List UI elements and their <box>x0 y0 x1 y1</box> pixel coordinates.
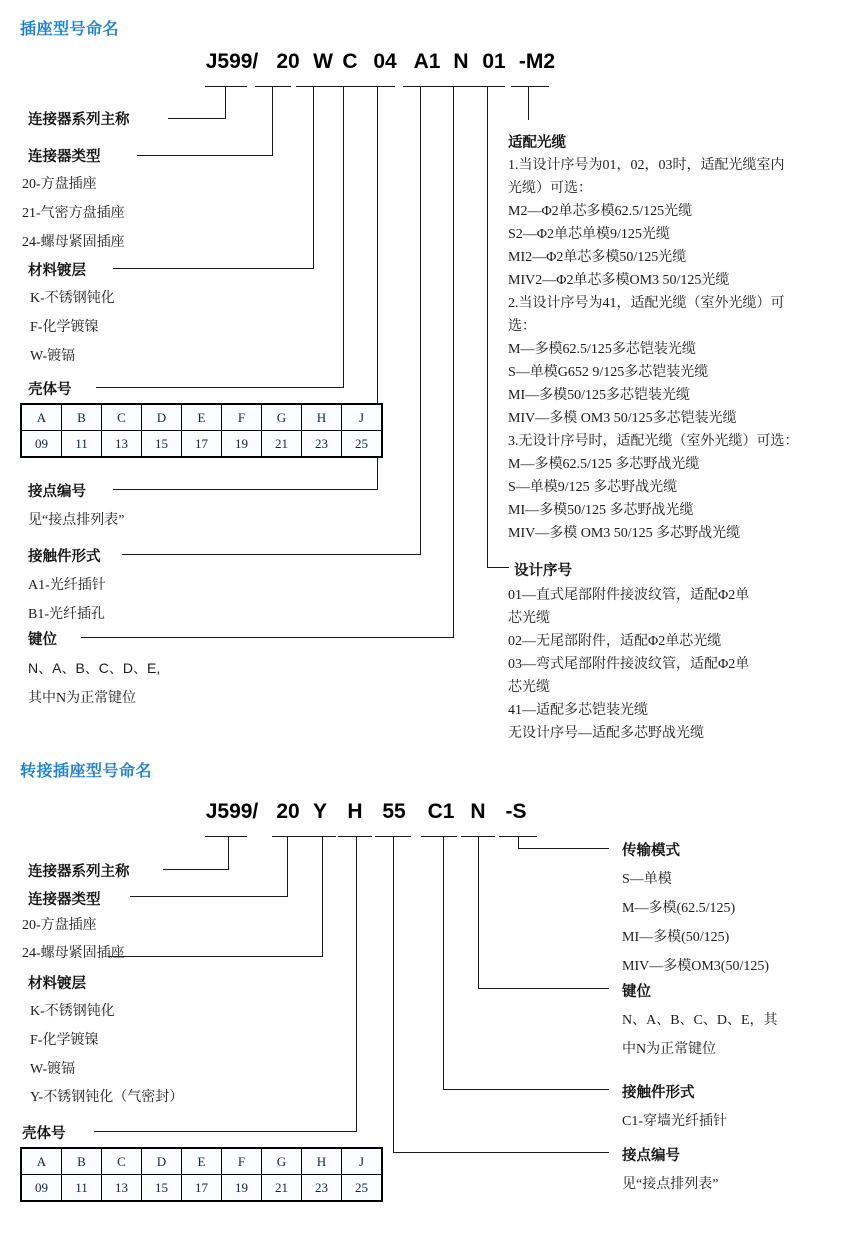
leader-v-cable <box>528 86 529 120</box>
cell-letter: D <box>142 404 182 431</box>
leader2-cap-2 <box>272 836 304 837</box>
item2-mode-3: MIV—多模OM3(50/125) <box>622 959 769 974</box>
leader2-v-contact-form <box>443 836 444 1089</box>
item2-plating-1: F-化学镀镍 <box>30 1033 99 1048</box>
item2-connector-type-1: 24-螺母紧固插座 <box>22 946 125 961</box>
code-segment-key: N <box>453 50 469 73</box>
leader2-h-contact-form <box>443 1089 609 1090</box>
item-plating-0: K-不锈钢钝化 <box>30 291 115 306</box>
item-fiber-2: M2—Φ2单芯多模62.5/125光缆 <box>508 204 693 219</box>
leader-cap-9 <box>511 86 549 87</box>
item-fiber-11: MIV—多模 OM3 50/125多芯铠装光缆 <box>508 411 737 426</box>
shell-number-table-socket <box>20 403 383 458</box>
label2-plating: 材料镀层 <box>28 976 86 992</box>
leader-h-shell <box>96 387 344 388</box>
item-keying-1: 其中N为正常键位 <box>28 691 137 706</box>
cell-number: 13 <box>102 1175 142 1202</box>
leader2-h-shell <box>94 1131 357 1132</box>
item2-mode-1: M—多模(62.5/125) <box>622 901 736 916</box>
code2-segment-contact-no: 55 <box>382 800 406 823</box>
item-fiber-8: M—多模62.5/125多芯铠装光缆 <box>508 342 696 357</box>
cell-number: 19 <box>222 1175 262 1202</box>
item-contact-number-0: 见“接点排列表” <box>28 513 125 528</box>
leader2-h-key <box>478 988 609 989</box>
cell-number: 15 <box>142 431 182 458</box>
code-segment-cable: -M2 <box>518 50 556 73</box>
label2-keying: 键位 <box>622 984 651 1000</box>
table-row-numbers <box>21 1175 382 1202</box>
leader2-v-key <box>478 836 479 988</box>
item2-plating-0: K-不锈钢钝化 <box>30 1004 115 1019</box>
leader-v-key <box>453 86 454 637</box>
code2-segment-type: 20 <box>276 800 300 823</box>
item-contact-form-0: A1-光纤插针 <box>28 578 106 593</box>
cell-letter: C <box>102 1148 142 1175</box>
leader2-h-plating <box>108 956 323 957</box>
cell-number: 09 <box>21 1175 62 1202</box>
item-fiber-5: MIV2—Φ2单芯多模OM3 50/125光缆 <box>508 273 730 288</box>
item-fiber-0: 1.当设计序号为01，02，03时，适配光缆室内 <box>508 158 785 173</box>
table-row-letters <box>21 404 382 431</box>
code-segment-contact-no: 04 <box>373 50 397 73</box>
cell-letter: J <box>342 1148 383 1175</box>
item-fiber-7: 选： <box>508 319 536 334</box>
leader-v-design <box>487 86 488 567</box>
cell-letter: J <box>342 404 383 431</box>
code-segment-plating: W <box>313 50 333 73</box>
leader-h-design <box>487 567 509 568</box>
leader2-h-contact-no <box>393 1152 609 1153</box>
item2-connector-type-0: 20-方盘插座 <box>22 918 97 933</box>
leader-h-type <box>137 155 273 156</box>
item-design-3: 03—弯式尾部附件接波纹管，适配Φ2单 <box>508 657 750 672</box>
cell-number: 17 <box>182 1175 222 1202</box>
cell-letter: D <box>142 1148 182 1175</box>
cell-number: 17 <box>182 431 222 458</box>
cell-letter: C <box>102 404 142 431</box>
leader-v-plating <box>313 86 314 268</box>
item-fiber-3: S2—Φ2单芯单模9/125光缆 <box>508 227 670 242</box>
cell-number: 15 <box>142 1175 182 1202</box>
item-fiber-6: 2.当设计序号为41，适配光缆（室外光缆）可 <box>508 296 785 311</box>
item-fiber-10: MI—多模50/125多芯铠装光缆 <box>508 388 690 403</box>
label-keying: 键位 <box>28 632 57 648</box>
cell-letter: B <box>62 404 102 431</box>
table-row-numbers <box>21 431 382 458</box>
code2-segment-plating: Y <box>312 800 328 823</box>
item2-contact-number-0: 见“接点排列表” <box>622 1177 719 1192</box>
leader-cap-1 <box>205 86 247 87</box>
item2-plating-3: Y-不锈钢钝化（气密封） <box>30 1090 184 1105</box>
label-fiber-cable: 适配光缆 <box>508 135 566 151</box>
leader-v-type <box>272 86 273 155</box>
item2-plating-2: W-镀镉 <box>30 1062 76 1077</box>
item2-mode-2: MI—多模(50/125) <box>622 930 730 945</box>
leader2-cap-3 <box>304 836 336 837</box>
cell-letter: H <box>302 404 342 431</box>
cell-letter: E <box>182 404 222 431</box>
cell-letter: H <box>302 1148 342 1175</box>
leader-h-series <box>168 118 226 119</box>
leader-h-key <box>81 637 454 638</box>
leader-cap-2 <box>255 86 291 87</box>
label-connector-type: 连接器类型 <box>28 149 101 165</box>
code2-segment-series: J599/ <box>205 800 259 823</box>
label2-contact-number: 接点编号 <box>622 1148 680 1164</box>
label2-transmission-mode: 传输模式 <box>622 843 680 859</box>
label2-connector-type: 连接器类型 <box>28 892 101 908</box>
item-plating-2: W-镀镉 <box>30 349 76 364</box>
item-design-1: 芯光缆 <box>508 611 550 626</box>
label2-series-name: 连接器系列主称 <box>28 864 130 880</box>
code-segment-type: 20 <box>276 50 300 73</box>
code2-segment-key: N <box>470 800 486 823</box>
label-series-name: 连接器系列主称 <box>28 112 130 128</box>
cell-letter: B <box>62 1148 102 1175</box>
item2-mode-0: S—单模 <box>622 872 672 887</box>
leader2-cap-6 <box>421 836 457 837</box>
cell-number: 21 <box>262 431 302 458</box>
cell-letter: G <box>262 404 302 431</box>
leader2-h-series <box>163 869 229 870</box>
item-design-6: 无设计序号—适配多芯野战光缆 <box>508 726 704 741</box>
cell-number: 25 <box>342 431 383 458</box>
code-segment-series: J599/ <box>205 50 259 73</box>
leader2-v-type <box>287 836 288 896</box>
cell-number: 23 <box>302 431 342 458</box>
leader2-cap-4 <box>338 836 372 837</box>
item2-contact-form-0: C1-穿墙光纤插针 <box>622 1114 727 1129</box>
section-title-adapter: 转接插座型号命名 <box>20 763 153 780</box>
cell-letter: F <box>222 404 262 431</box>
cell-letter: A <box>21 1148 62 1175</box>
item-contact-form-1: B1-光纤插孔 <box>28 607 105 622</box>
label-contact-form: 接触件形式 <box>28 549 101 565</box>
cell-number: 11 <box>62 431 102 458</box>
leader2-h-mode <box>518 848 609 849</box>
cell-letter: G <box>262 1148 302 1175</box>
leader2-h-type <box>130 896 288 897</box>
leader2-v-series <box>228 836 229 869</box>
item-design-4: 芯光缆 <box>508 680 550 695</box>
item2-keying-1: 中N为正常键位 <box>622 1042 717 1057</box>
leader2-v-contact-no <box>393 836 394 1152</box>
leader-h-contact-no <box>113 489 378 490</box>
item2-keying-0: N、A、B、C、D、E，其 <box>622 1013 778 1028</box>
item-connector-type-2: 24-螺母紧固插座 <box>22 235 125 250</box>
table-row-letters <box>21 1148 382 1175</box>
item-fiber-9: S—单模G652 9/125多芯铠装光缆 <box>508 365 709 380</box>
cell-letter: F <box>222 1148 262 1175</box>
cell-number: 09 <box>21 431 62 458</box>
leader-v-shell <box>343 86 344 387</box>
item-keying-0: N、A、B、C、D、E, <box>28 660 161 676</box>
cell-letter: A <box>21 404 62 431</box>
code2-segment-contact-type: C1 <box>427 800 455 823</box>
label-plating: 材料镀层 <box>28 263 86 279</box>
item-fiber-13: M—多模62.5/125 多芯野战光缆 <box>508 457 700 472</box>
code2-segment-shell: H <box>347 800 363 823</box>
section-title-socket: 插座型号命名 <box>20 21 120 38</box>
leader2-v-mode <box>518 836 519 848</box>
item-design-0: 01—直式尾部附件接波纹管，适配Φ2单 <box>508 588 750 603</box>
cell-number: 21 <box>262 1175 302 1202</box>
cell-letter: E <box>182 1148 222 1175</box>
code-segment-design-no: 01 <box>482 50 506 73</box>
leader-h-contact-type <box>122 554 421 555</box>
label2-contact-form: 接触件形式 <box>622 1085 695 1101</box>
leader2-v-plating <box>322 836 323 956</box>
cell-number: 19 <box>222 431 262 458</box>
item-connector-type-1: 21-气密方盘插座 <box>22 206 125 221</box>
item-fiber-12: 3.无设计序号时，适配光缆（室外光缆）可选： <box>508 434 799 449</box>
leader-v-contact-type <box>420 86 421 554</box>
leader-h-plating <box>113 268 314 269</box>
cell-number: 25 <box>342 1175 383 1202</box>
label2-shell-number: 壳体号 <box>22 1126 66 1142</box>
item-design-2: 02—无尾部附件，适配Φ2单芯光缆 <box>508 634 722 649</box>
code-segment-shell: C <box>342 50 358 73</box>
item-fiber-1: 光缆）可选： <box>508 181 592 196</box>
cell-number: 11 <box>62 1175 102 1202</box>
item-fiber-16: MIV—多模 OM3 50/125 多芯野战光缆 <box>508 526 741 541</box>
leader2-v-shell <box>356 836 357 1131</box>
label-design-number: 设计序号 <box>514 563 572 579</box>
shell-number-table-adapter <box>20 1147 383 1202</box>
item-connector-type-0: 20-方盘插座 <box>22 177 97 192</box>
item-fiber-14: S—单模9/125 多芯野战光缆 <box>508 480 678 495</box>
item-design-5: 41—适配多芯铠装光缆 <box>508 703 648 718</box>
item-fiber-15: MI—多模50/125 多芯野战光缆 <box>508 503 694 518</box>
label-shell-number: 壳体号 <box>28 382 72 398</box>
item-plating-1: F-化学镀镍 <box>30 320 99 335</box>
leader-v-series <box>225 86 226 118</box>
code-segment-contact-type: A1 <box>413 50 441 73</box>
cell-number: 13 <box>102 431 142 458</box>
leader2-cap-1 <box>205 836 247 837</box>
cell-number: 23 <box>302 1175 342 1202</box>
label-contact-number: 接点编号 <box>28 484 86 500</box>
item-fiber-4: MI2—Φ2单芯多模50/125光缆 <box>508 250 687 265</box>
code2-segment-mode: -S <box>505 800 527 823</box>
